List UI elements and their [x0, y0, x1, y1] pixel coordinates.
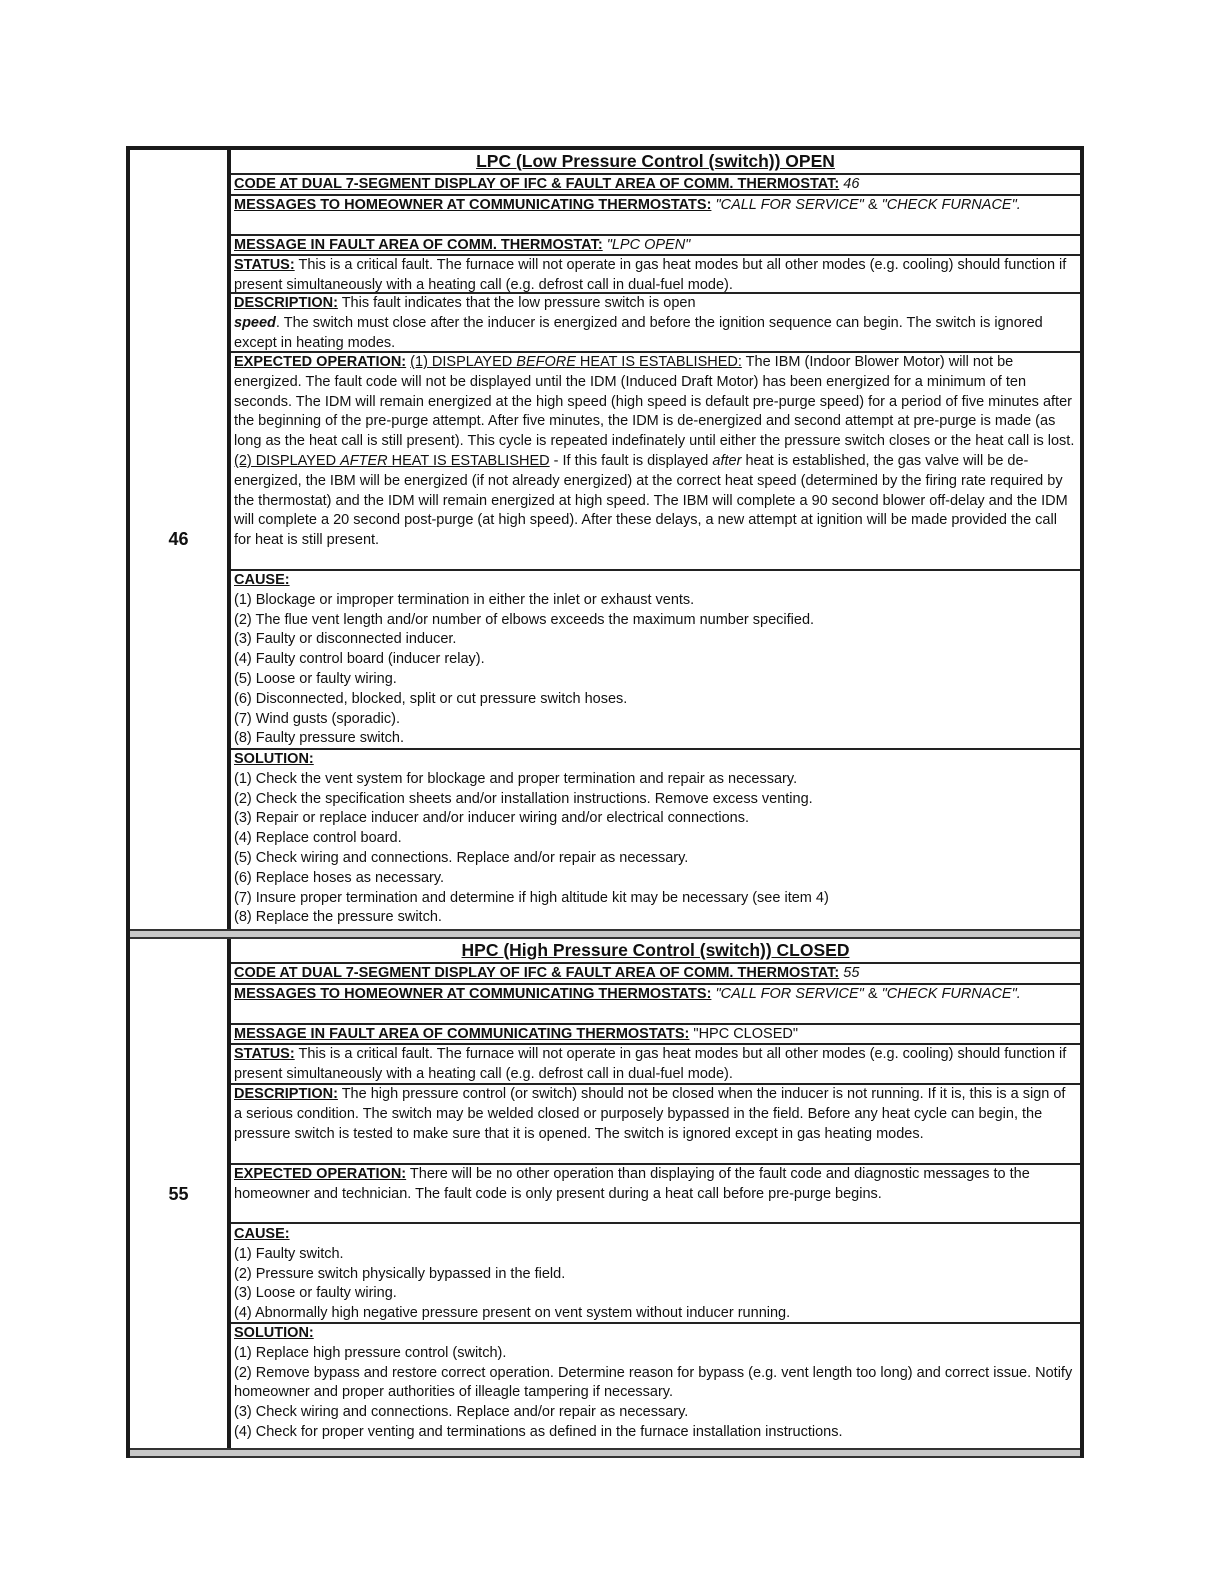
solution-item: (3) Check wiring and connections. Replace and/or repair as necessary.	[234, 1404, 689, 1421]
solution-row	[231, 1324, 1080, 1448]
solution-item: (1) Check the vent system for blockage and proper termination and repair as necessary.	[234, 770, 798, 787]
cause-item: (4) Faulty control board (inducer relay).	[234, 651, 485, 668]
homeowner-message-1: "CALL FOR SERVICE"	[715, 197, 864, 213]
messages-ampersand: &	[863, 986, 882, 1002]
description-row	[231, 1085, 1080, 1165]
code-display-value: 46	[843, 176, 860, 192]
row-divider	[130, 1448, 1080, 1458]
status-row	[231, 256, 1080, 294]
cause-label: CAUSE:	[234, 1226, 290, 1242]
description-label: DESCRIPTION:	[234, 1086, 338, 1102]
solution-item: (1) Replace high pressure control (switch).	[234, 1344, 507, 1361]
homeowner-messages-label: MESSAGES TO HOMEOWNER AT COMMUNICATING THERMOSTATS:	[234, 197, 712, 213]
homeowner-messages-row	[231, 196, 1080, 236]
cause-label: CAUSE:	[234, 572, 290, 588]
solution-row	[231, 750, 1080, 929]
solution-label: SOLUTION:	[234, 1325, 314, 1341]
cause-item: (1) Faulty switch.	[234, 1245, 344, 1262]
fault-area-message-row	[231, 236, 1080, 256]
fault-row-55	[130, 939, 1080, 1450]
fault-title: LPC (Low Pressure Control (switch)) OPEN	[231, 150, 1080, 175]
code-display-label: CODE AT DUAL 7-SEGMENT DISPLAY OF IFC & FAULT AREA OF COMM. THERMOSTAT:	[234, 965, 840, 981]
description-label: DESCRIPTION:	[234, 295, 338, 311]
solution-item: (5) Check wiring and connections. Replace and/or repair as necessary.	[234, 849, 689, 866]
homeowner-message-2: "CHECK FURNACE".	[881, 986, 1021, 1002]
solution-item: (7) Insure proper termination and determine if high altitude kit may be necessary (see item 4)	[234, 889, 829, 906]
expected-after-heading-b: AFTER	[340, 452, 388, 469]
code-display-row	[231, 964, 1080, 985]
description-text: The high pressure control (or switch) should not be closed when the inducer is not running. If it is, this is a sign of a serious condition. The switch may be welded closed or purposely bypassed in the field. Before any heat cycle can begin, the pressure switch is tested to make sure that it is opened. The switch is ignored except in gas heating modes.	[234, 1086, 1066, 1142]
solution-item: (2) Remove bypass and restore correct operation. Determine reason for bypass (e.g. vent length too long) and correct issue. Notify homeowner and proper authorities of illeagle tampering if necessary.	[234, 1364, 1073, 1401]
code-display-label: CODE AT DUAL 7-SEGMENT DISPLAY OF IFC & FAULT AREA OF COMM. THERMOSTAT:	[234, 176, 840, 192]
solution-item: (4) Check for proper venting and terminations as defined in the furnace installation instructions.	[234, 1423, 843, 1440]
solution-item: (2) Check the specification sheets and/or installation instructions. Remove excess venting.	[234, 790, 813, 807]
cause-item: (2) The flue vent length and/or number of elbows exceeds the maximum number specified.	[234, 611, 815, 628]
fault-details	[231, 150, 1080, 929]
cause-item: (7) Wind gusts (sporadic).	[234, 710, 400, 727]
homeowner-message-1: "CALL FOR SERVICE"	[715, 986, 864, 1002]
row-divider	[130, 929, 1080, 939]
solution-label: SOLUTION:	[234, 751, 314, 767]
expected-operation-text: There will be no other operation than displaying of the fault code and diagnostic messages to the homeowner and technician. The fault code is only present during a heat call before pre-purge begins.	[234, 1166, 1030, 1202]
fault-code-cell: 46	[130, 150, 231, 929]
status-row	[231, 1045, 1080, 1085]
expected-after-text-b: heat is established, the gas valve will be de-energized, the IBM will be energized (if not already energized) at the correct heat speed (determined by the firing rate required by the thermostat) and the IDM will remain energized at high speed. The IBM will complete a 90 second blower off-delay and the IDM will complete a 20 second post-purge (at high speed). After these delays, a new attempt at ignition will be made provided the call for heat is still present.	[234, 452, 1068, 549]
expected-operation-row	[231, 1165, 1080, 1224]
cause-item: (2) Pressure switch physically bypassed in the field.	[234, 1265, 566, 1282]
fault-area-message-row	[231, 1025, 1080, 1045]
expected-before-heading-c: HEAT IS ESTABLISHED:	[575, 354, 742, 370]
expected-after-text-a: - If this fault is displayed	[549, 452, 713, 469]
solution-item: (4) Replace control board.	[234, 830, 402, 847]
homeowner-messages-label: MESSAGES TO HOMEOWNER AT COMMUNICATING THERMOSTATS:	[234, 986, 712, 1002]
homeowner-messages-row	[231, 985, 1080, 1025]
fault-title: HPC (High Pressure Control (switch)) CLOSED	[231, 939, 1080, 964]
cause-item: (3) Faulty or disconnected inducer.	[234, 631, 457, 648]
expected-operation-row	[231, 353, 1080, 571]
cause-item: (1) Blockage or improper termination in either the inlet or exhaust vents.	[234, 591, 695, 608]
fault-area-message-value: "LPC OPEN"	[606, 237, 691, 253]
expected-after-heading-c: HEAT IS ESTABLISHED	[387, 452, 550, 469]
expected-after-heading-a: (2) DISPLAYED	[234, 452, 341, 469]
fault-details	[231, 939, 1080, 1450]
messages-ampersand: &	[863, 197, 882, 213]
expected-after-italic: after	[712, 452, 742, 469]
homeowner-message-2: "CHECK FURNACE".	[881, 197, 1021, 213]
expected-before-heading-b: BEFORE	[516, 354, 576, 370]
code-display-row	[231, 175, 1080, 196]
status-text: This is a critical fault. The furnace will not operate in gas heat modes but all other modes (e.g. cooling) should function if present simultaneously with a heating call (e.g. defrost call in dual-fuel mode).	[234, 1046, 1067, 1082]
solution-item: (6) Replace hoses as necessary.	[234, 869, 445, 886]
description-row	[231, 294, 1080, 353]
fault-area-message-value: "HPC CLOSED"	[693, 1026, 798, 1042]
cause-item: (8) Faulty pressure switch.	[234, 730, 405, 747]
fault-code-table	[126, 146, 1084, 1458]
solution-item: (8) Replace the pressure switch.	[234, 909, 442, 926]
code-display-value: 55	[843, 965, 860, 981]
fault-code-cell: 55	[130, 939, 231, 1450]
cause-item: (5) Loose or faulty wiring.	[234, 670, 397, 687]
description-text-2: . The switch must close after the inducer is energized and before the ignition sequence can begin. The switch is ignored except in heating modes.	[234, 314, 1043, 351]
fault-area-message-label: MESSAGE IN FAULT AREA OF COMMUNICATING THERMOSTATS:	[234, 1026, 690, 1042]
status-label: STATUS:	[234, 1046, 295, 1062]
cause-row	[231, 571, 1080, 750]
fault-area-message-label: MESSAGE IN FAULT AREA OF COMM. THERMOSTAT:	[234, 237, 603, 253]
status-label: STATUS:	[234, 257, 295, 273]
expected-operation-label: EXPECTED OPERATION:	[234, 1166, 407, 1182]
status-text: This is a critical fault. The furnace will not operate in gas heat modes but all other modes (e.g. cooling) should function if present simultaneously with a heating call (e.g. defrost call in dual-fuel mode).	[234, 257, 1067, 293]
fault-row-46	[130, 150, 1080, 929]
description-speed: speed	[234, 314, 276, 331]
expected-before-text: The IBM (Indoor Blower Motor) will not be energized. The fault code will not be displayed until the IDM (Induced Draft Motor) has been energized for a minimum of ten seconds. The IDM will remain energized at the high speed (high speed is default pre-purge speed) for a period of five minutes after the beginning of the pre-purge attempt. After five minutes, the IDM is de-energized and second attempt at pre-purge is made (as long as the heat call is still present). This cycle is repeated indefinately until either the pressure switch closes or the heat call is lost.	[234, 354, 1075, 450]
cause-item: (3) Loose or faulty wiring.	[234, 1285, 397, 1302]
solution-item: (3) Repair or replace inducer and/or inducer wiring and/or electrical connections.	[234, 810, 750, 827]
cause-item: (4) Abnormally high negative pressure present on vent system without inducer running.	[234, 1305, 791, 1322]
expected-operation-label: EXPECTED OPERATION:	[234, 354, 407, 370]
cause-item: (6) Disconnected, blocked, split or cut pressure switch hoses.	[234, 690, 628, 707]
expected-before-heading-a: (1) DISPLAYED	[410, 354, 517, 370]
cause-row	[231, 1224, 1080, 1324]
description-text-1: This fault indicates that the low pressure switch is open	[341, 295, 696, 311]
